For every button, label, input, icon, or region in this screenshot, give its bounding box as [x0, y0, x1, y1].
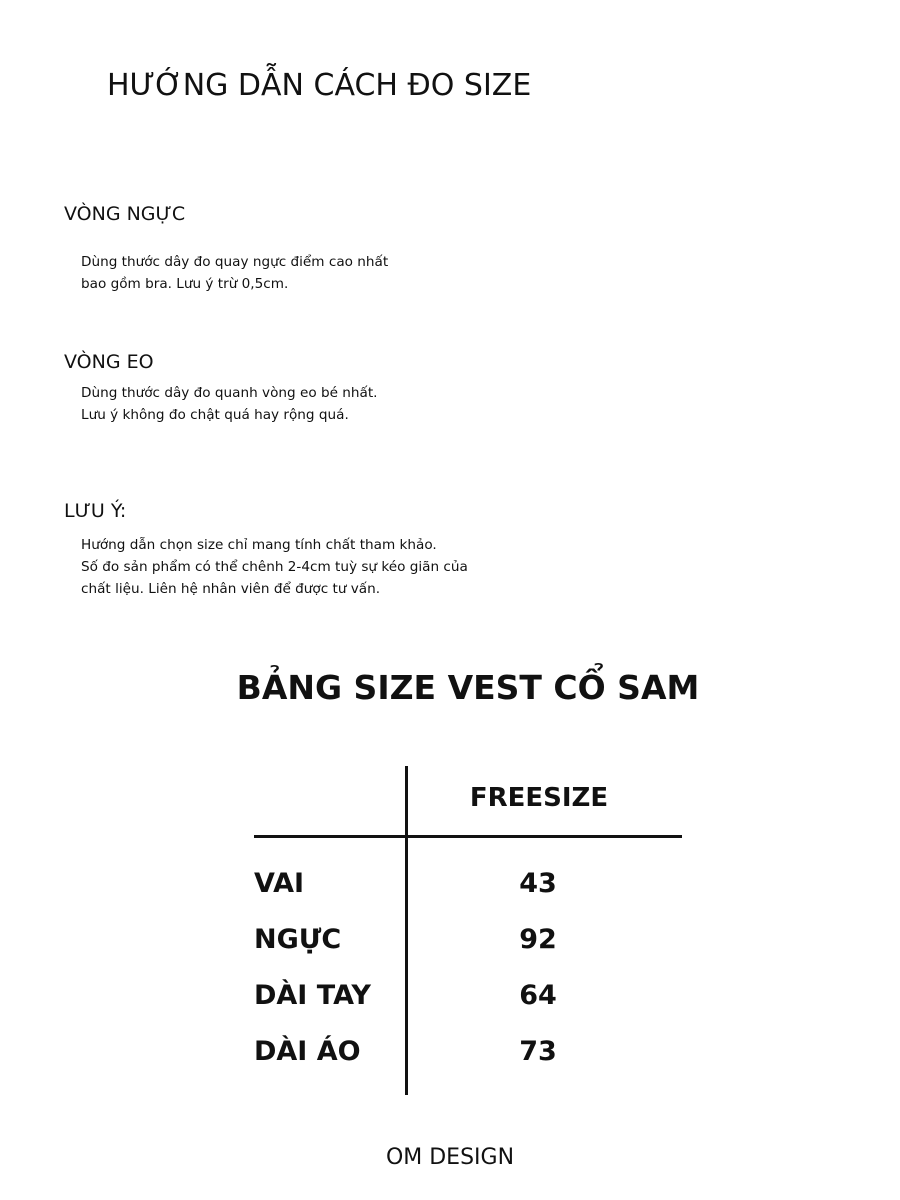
row-label-chest: NGỰC: [254, 924, 342, 955]
section-body-line: Dùng thước dây đo quay ngực điểm cao nhất: [81, 254, 389, 270]
section-title-chest: VÒNG NGỰC: [64, 203, 186, 225]
section-title-note: LƯU Ý:: [64, 500, 127, 522]
table-vertical-divider: [405, 766, 408, 1095]
section-body-line: Lưu ý không đo chật quá hay rộng quá.: [81, 407, 349, 423]
size-table-title: BẢNG SIZE VEST CỔ SAM: [236, 668, 700, 707]
row-value-shoulder: 43: [519, 868, 557, 899]
row-label-sleeve-length: DÀI TAY: [254, 980, 371, 1011]
table-horizontal-divider: [254, 835, 682, 838]
row-value-body-length: 73: [519, 1036, 557, 1067]
row-value-sleeve-length: 64: [519, 980, 557, 1011]
section-body-chest: [81, 251, 388, 295]
row-label-shoulder: VAI: [254, 868, 305, 899]
section-body-waist: [81, 382, 378, 426]
column-header-freesize: FREESIZE: [469, 783, 609, 813]
section-body-note: [81, 534, 468, 600]
section-body-line: Dùng thước dây đo quanh vòng eo bé nhất.: [81, 385, 378, 401]
section-body-line: Số đo sản phẩm có thể chênh 2-4cm tuỳ sự kéo giãn của: [81, 559, 468, 575]
section-body-line: bao gồm bra. Lưu ý trừ 0,5cm.: [81, 276, 289, 292]
section-body-line: chất liệu. Liên hệ nhân viên để được tư vấn.: [81, 581, 381, 597]
row-label-body-length: DÀI ÁO: [254, 1036, 361, 1067]
section-body-line: Hướng dẫn chọn size chỉ mang tính chất tham khảo.: [81, 537, 437, 553]
row-value-chest: 92: [519, 924, 557, 955]
section-title-waist: VÒNG EO: [64, 351, 154, 373]
guide-title: HƯỚNG DẪN CÁCH ĐO SIZE: [107, 68, 532, 103]
brand-name: OM DESIGN: [385, 1145, 515, 1170]
